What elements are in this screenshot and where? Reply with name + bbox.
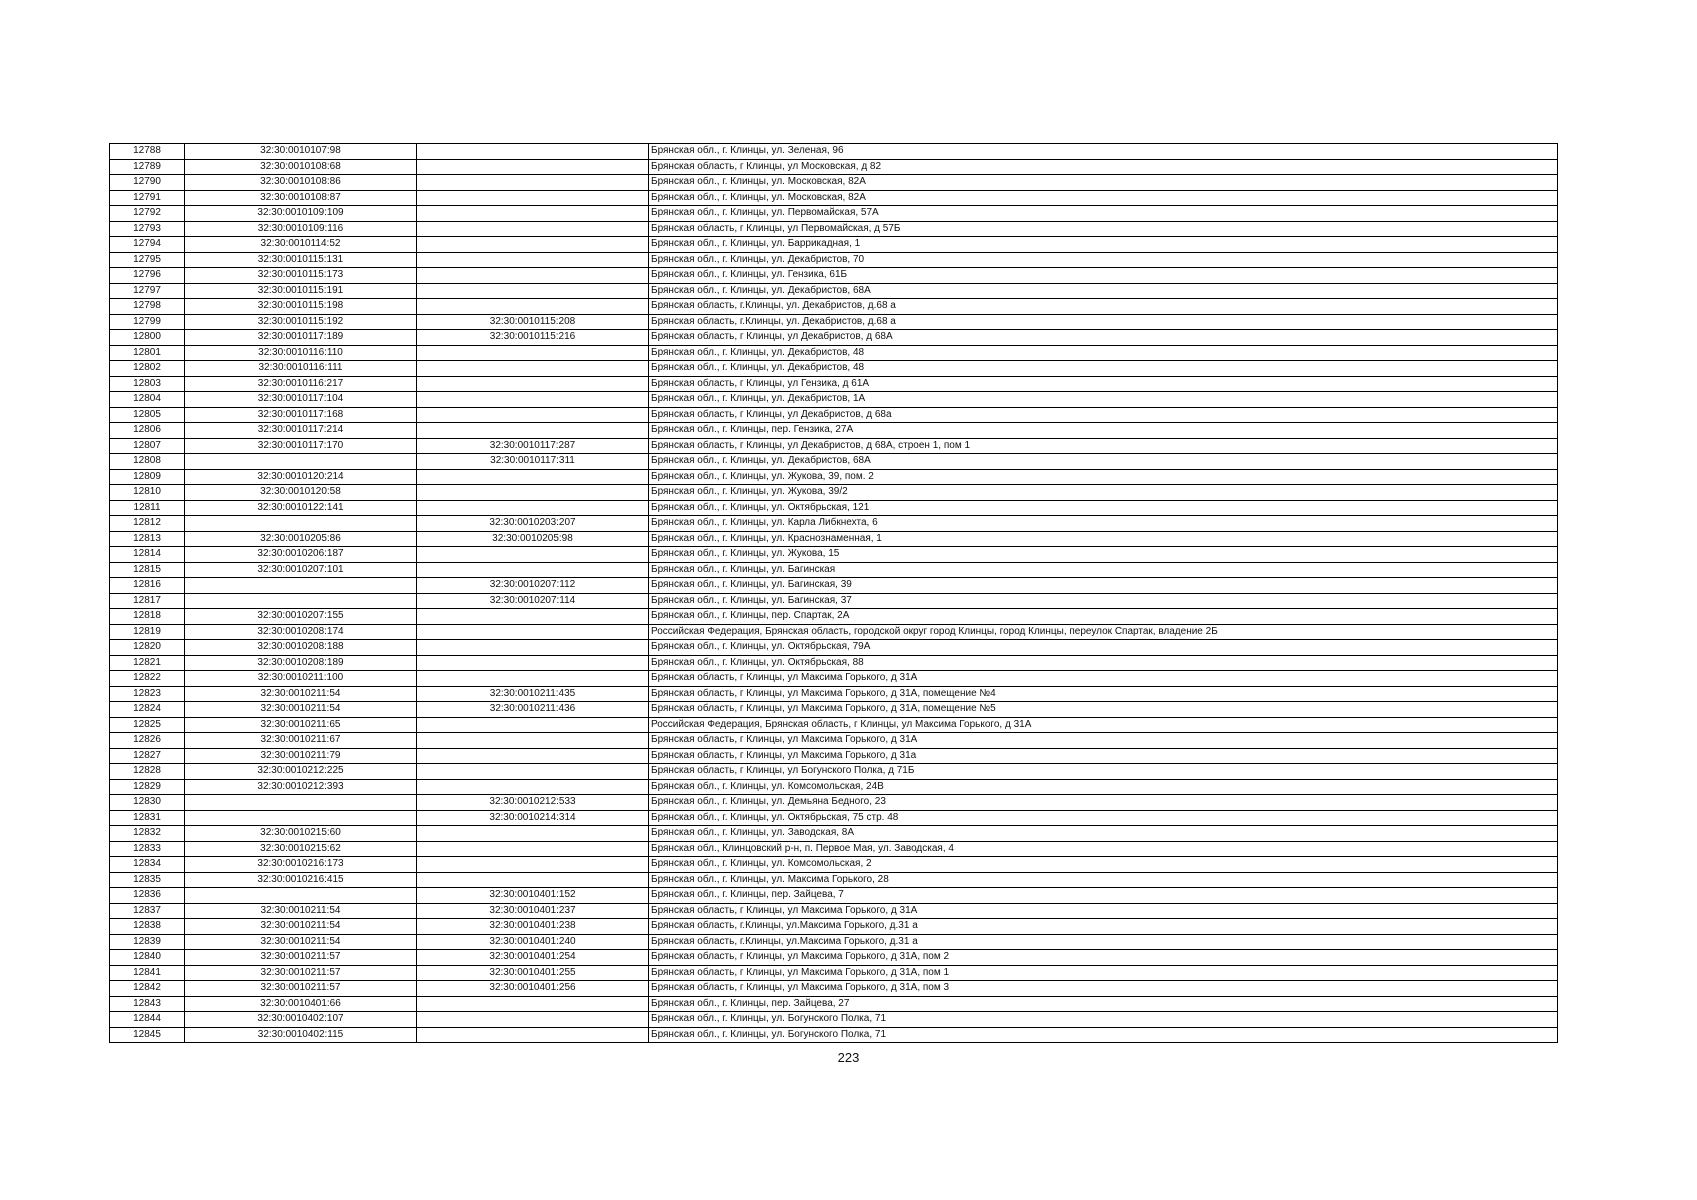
table-row: [110, 1027, 1558, 1043]
related-cadastral-number-cell: [417, 175, 649, 191]
table-row: [110, 454, 1558, 470]
related-cadastral-number-cell: [417, 764, 649, 780]
cadastral-number-cell: 32:30:0010114:52: [185, 237, 417, 253]
row-number-cell: 12834: [110, 857, 185, 873]
address-cell: Брянская обл., г. Клинцы, ул. Декабристов, 1А: [649, 392, 1558, 408]
row-number-cell: 12843: [110, 996, 185, 1012]
table-row: [110, 996, 1558, 1012]
row-number-cell: 12801: [110, 345, 185, 361]
cadastral-number-cell: 32:30:0010205:86: [185, 531, 417, 547]
cadastral-number-cell: 32:30:0010402:115: [185, 1027, 417, 1043]
related-cadastral-number-cell: [417, 717, 649, 733]
cadastral-number-cell: 32:30:0010211:100: [185, 671, 417, 687]
table-row: [110, 950, 1558, 966]
row-number-cell: 12828: [110, 764, 185, 780]
related-cadastral-number-cell: 32:30:0010115:216: [417, 330, 649, 346]
related-cadastral-number-cell: [417, 190, 649, 206]
address-cell: Брянская область, г Клинцы, ул Декабристов, д 68а: [649, 407, 1558, 423]
related-cadastral-number-cell: [417, 144, 649, 160]
address-cell: Брянская обл., г. Клинцы, ул. Жукова, 39, пом. 2: [649, 469, 1558, 485]
address-cell: Брянская область, г Клинцы, ул Максима Горького, д 31А, помещение №5: [649, 702, 1558, 718]
address-cell: Брянская обл., г. Клинцы, ул. Комсомольская, 2: [649, 857, 1558, 873]
address-cell: Брянская область, г.Клинцы, ул.Максима Горького, д.31 а: [649, 919, 1558, 935]
related-cadastral-number-cell: [417, 609, 649, 625]
row-number-cell: 12807: [110, 438, 185, 454]
row-number-cell: 12831: [110, 810, 185, 826]
address-cell: Брянская обл., г. Клинцы, ул. Багинская, 39: [649, 578, 1558, 594]
row-number-cell: 12826: [110, 733, 185, 749]
address-cell: Брянская область, г Клинцы, ул Первомайская, д 57Б: [649, 221, 1558, 237]
related-cadastral-number-cell: [417, 299, 649, 315]
table-row: [110, 144, 1558, 160]
cadastral-number-cell: [185, 888, 417, 904]
address-cell: Брянская область, г Клинцы, ул Декабристов, д 68А, строен 1, пом 1: [649, 438, 1558, 454]
cadastral-number-cell: 32:30:0010207:101: [185, 562, 417, 578]
address-cell: Российская Федерация, Брянская область, городской округ город Клинцы, город Клинцы, переулок Спартак, владение 2Б: [649, 624, 1558, 640]
row-number-cell: 12815: [110, 562, 185, 578]
row-number-cell: 12790: [110, 175, 185, 191]
row-number-cell: 12808: [110, 454, 185, 470]
related-cadastral-number-cell: 32:30:0010212:533: [417, 795, 649, 811]
row-number-cell: 12829: [110, 779, 185, 795]
address-cell: Брянская область, г Клинцы, ул Московская, д 82: [649, 159, 1558, 175]
row-number-cell: 12825: [110, 717, 185, 733]
row-number-cell: 12824: [110, 702, 185, 718]
table-row: [110, 872, 1558, 888]
address-cell: Брянская обл., г. Клинцы, ул. Демьяна Бедного, 23: [649, 795, 1558, 811]
related-cadastral-number-cell: 32:30:0010117:287: [417, 438, 649, 454]
property-registry-table: [109, 143, 1558, 1043]
address-cell: Брянская область, г Клинцы, ул Максима Горького, д 31А: [649, 903, 1558, 919]
address-cell: Брянская область, г Клинцы, ул Богунского Полка, д 71Б: [649, 764, 1558, 780]
address-cell: Брянская обл., г. Клинцы, ул. Зеленая, 96: [649, 144, 1558, 160]
table-row: [110, 407, 1558, 423]
related-cadastral-number-cell: 32:30:0010401:256: [417, 981, 649, 997]
table-row: [110, 500, 1558, 516]
address-cell: Брянская обл., г. Клинцы, ул. Декабристов, 68А: [649, 454, 1558, 470]
cadastral-number-cell: 32:30:0010115:192: [185, 314, 417, 330]
table-row: [110, 624, 1558, 640]
table-row: [110, 748, 1558, 764]
cadastral-number-cell: 32:30:0010402:107: [185, 1012, 417, 1028]
cadastral-number-cell: 32:30:0010206:187: [185, 547, 417, 563]
address-cell: Брянская обл., г. Клинцы, ул. Октябрьская, 75 стр. 48: [649, 810, 1558, 826]
table-row: [110, 268, 1558, 284]
cadastral-number-cell: 32:30:0010108:86: [185, 175, 417, 191]
table-row: [110, 438, 1558, 454]
row-number-cell: 12840: [110, 950, 185, 966]
address-cell: Брянская обл., г. Клинцы, ул. Богунского Полка, 71: [649, 1027, 1558, 1043]
row-number-cell: 12795: [110, 252, 185, 268]
row-number-cell: 12845: [110, 1027, 185, 1043]
row-number-cell: 12798: [110, 299, 185, 315]
row-number-cell: 12810: [110, 485, 185, 501]
related-cadastral-number-cell: 32:30:0010115:208: [417, 314, 649, 330]
address-cell: Брянская обл., г. Клинцы, ул. Декабристов, 70: [649, 252, 1558, 268]
related-cadastral-number-cell: 32:30:0010401:238: [417, 919, 649, 935]
row-number-cell: 12841: [110, 965, 185, 981]
table-row: [110, 159, 1558, 175]
row-number-cell: 12802: [110, 361, 185, 377]
table-row: [110, 764, 1558, 780]
related-cadastral-number-cell: [417, 345, 649, 361]
related-cadastral-number-cell: 32:30:0010401:255: [417, 965, 649, 981]
row-number-cell: 12821: [110, 655, 185, 671]
row-number-cell: 12804: [110, 392, 185, 408]
related-cadastral-number-cell: 32:30:0010401:240: [417, 934, 649, 950]
table-row: [110, 206, 1558, 222]
related-cadastral-number-cell: 32:30:0010207:112: [417, 578, 649, 594]
row-number-cell: 12820: [110, 640, 185, 656]
cadastral-number-cell: 32:30:0010107:98: [185, 144, 417, 160]
related-cadastral-number-cell: [417, 237, 649, 253]
cadastral-number-cell: 32:30:0010211:57: [185, 950, 417, 966]
related-cadastral-number-cell: 32:30:0010214:314: [417, 810, 649, 826]
cadastral-number-cell: 32:30:0010117:168: [185, 407, 417, 423]
cadastral-number-cell: [185, 578, 417, 594]
table-row: [110, 826, 1558, 842]
table-row: [110, 640, 1558, 656]
related-cadastral-number-cell: 32:30:0010203:207: [417, 516, 649, 532]
related-cadastral-number-cell: [417, 159, 649, 175]
address-cell: Брянская обл., г. Клинцы, ул. Максима Горького, 28: [649, 872, 1558, 888]
related-cadastral-number-cell: [417, 469, 649, 485]
table-row: [110, 175, 1558, 191]
table-row: [110, 578, 1558, 594]
table-row: [110, 252, 1558, 268]
address-cell: Российская Федерация, Брянская область, г Клинцы, ул Максима Горького, д 31А: [649, 717, 1558, 733]
row-number-cell: 12827: [110, 748, 185, 764]
row-number-cell: 12791: [110, 190, 185, 206]
related-cadastral-number-cell: [417, 640, 649, 656]
related-cadastral-number-cell: [417, 826, 649, 842]
table-row: [110, 702, 1558, 718]
cadastral-number-cell: 32:30:0010109:109: [185, 206, 417, 222]
row-number-cell: 12800: [110, 330, 185, 346]
cadastral-number-cell: [185, 593, 417, 609]
table-row: [110, 469, 1558, 485]
cadastral-number-cell: 32:30:0010109:116: [185, 221, 417, 237]
cadastral-number-cell: 32:30:0010122:141: [185, 500, 417, 516]
table-row: [110, 361, 1558, 377]
table-row: [110, 795, 1558, 811]
cadastral-number-cell: 32:30:0010401:66: [185, 996, 417, 1012]
row-number-cell: 12836: [110, 888, 185, 904]
related-cadastral-number-cell: [417, 423, 649, 439]
address-cell: Брянская область, г Клинцы, ул Максима Горького, д 31А: [649, 671, 1558, 687]
related-cadastral-number-cell: [417, 392, 649, 408]
address-cell: Брянская обл., г. Клинцы, ул. Октябрьская, 121: [649, 500, 1558, 516]
cadastral-number-cell: 32:30:0010115:173: [185, 268, 417, 284]
related-cadastral-number-cell: [417, 733, 649, 749]
cadastral-number-cell: 32:30:0010211:54: [185, 686, 417, 702]
related-cadastral-number-cell: 32:30:0010401:152: [417, 888, 649, 904]
table-row: [110, 717, 1558, 733]
row-number-cell: 12822: [110, 671, 185, 687]
related-cadastral-number-cell: [417, 1027, 649, 1043]
cadastral-number-cell: 32:30:0010115:131: [185, 252, 417, 268]
cadastral-number-cell: 32:30:0010207:155: [185, 609, 417, 625]
address-cell: Брянская обл., г. Клинцы, ул. Баррикадная, 1: [649, 237, 1558, 253]
address-cell: Брянская обл., г. Клинцы, ул. Богунского Полка, 71: [649, 1012, 1558, 1028]
cadastral-number-cell: 32:30:0010211:54: [185, 702, 417, 718]
address-cell: Брянская обл., г. Клинцы, ул. Заводская, 8А: [649, 826, 1558, 842]
table-row: [110, 299, 1558, 315]
page-number: 223: [837, 1050, 860, 1065]
cadastral-number-cell: 32:30:0010211:79: [185, 748, 417, 764]
table-row: [110, 345, 1558, 361]
table-row: [110, 934, 1558, 950]
cadastral-number-cell: 32:30:0010211:54: [185, 919, 417, 935]
cadastral-number-cell: 32:30:0010211:54: [185, 934, 417, 950]
related-cadastral-number-cell: [417, 671, 649, 687]
cadastral-number-cell: 32:30:0010211:54: [185, 903, 417, 919]
cadastral-number-cell: 32:30:0010116:111: [185, 361, 417, 377]
related-cadastral-number-cell: [417, 841, 649, 857]
address-cell: Брянская обл., г. Клинцы, пер. Гензика, 27А: [649, 423, 1558, 439]
table-row: [110, 903, 1558, 919]
related-cadastral-number-cell: [417, 252, 649, 268]
row-number-cell: 12817: [110, 593, 185, 609]
address-cell: Брянская область, г.Клинцы, ул. Декабристов, д.68 а: [649, 314, 1558, 330]
related-cadastral-number-cell: [417, 206, 649, 222]
row-number-cell: 12823: [110, 686, 185, 702]
address-cell: Брянская обл., г. Клинцы, ул. Московская, 82А: [649, 175, 1558, 191]
cadastral-number-cell: 32:30:0010116:217: [185, 376, 417, 392]
address-cell: Брянская обл., г. Клинцы, ул. Багинская, 37: [649, 593, 1558, 609]
row-number-cell: 12835: [110, 872, 185, 888]
cadastral-number-cell: [185, 810, 417, 826]
table-row: [110, 841, 1558, 857]
row-number-cell: 12839: [110, 934, 185, 950]
table-row: [110, 190, 1558, 206]
table-row: [110, 671, 1558, 687]
cadastral-number-cell: 32:30:0010117:170: [185, 438, 417, 454]
related-cadastral-number-cell: [417, 547, 649, 563]
cadastral-number-cell: 32:30:0010211:67: [185, 733, 417, 749]
related-cadastral-number-cell: 32:30:0010117:311: [417, 454, 649, 470]
related-cadastral-number-cell: 32:30:0010207:114: [417, 593, 649, 609]
cadastral-number-cell: 32:30:0010215:60: [185, 826, 417, 842]
cadastral-number-cell: [185, 454, 417, 470]
cadastral-number-cell: 32:30:0010211:65: [185, 717, 417, 733]
related-cadastral-number-cell: [417, 283, 649, 299]
row-number-cell: 12816: [110, 578, 185, 594]
table-row: [110, 981, 1558, 997]
table-row: [110, 919, 1558, 935]
row-number-cell: 12789: [110, 159, 185, 175]
table-row: [110, 593, 1558, 609]
table-row: [110, 686, 1558, 702]
cadastral-number-cell: [185, 795, 417, 811]
address-cell: Брянская область, г.Клинцы, ул. Декабристов, д.68 а: [649, 299, 1558, 315]
address-cell: Брянская обл., г. Клинцы, ул. Карла Либкнехта, 6: [649, 516, 1558, 532]
row-number-cell: 12805: [110, 407, 185, 423]
address-cell: Брянская обл., г. Клинцы, ул. Октябрьская, 79А: [649, 640, 1558, 656]
address-cell: Брянская обл., г. Клинцы, ул. Краснознаменная, 1: [649, 531, 1558, 547]
table-row: [110, 314, 1558, 330]
row-number-cell: 12806: [110, 423, 185, 439]
address-cell: Брянская обл., г. Клинцы, ул. Комсомольская, 24В: [649, 779, 1558, 795]
related-cadastral-number-cell: [417, 376, 649, 392]
row-number-cell: 12832: [110, 826, 185, 842]
related-cadastral-number-cell: [417, 407, 649, 423]
row-number-cell: 12792: [110, 206, 185, 222]
table-row: [110, 655, 1558, 671]
table-row: [110, 531, 1558, 547]
related-cadastral-number-cell: 32:30:0010401:254: [417, 950, 649, 966]
row-number-cell: 12842: [110, 981, 185, 997]
address-cell: Брянская обл., г. Клинцы, ул. Декабристов, 48: [649, 361, 1558, 377]
cadastral-number-cell: 32:30:0010208:189: [185, 655, 417, 671]
table-row: [110, 888, 1558, 904]
cadastral-number-cell: 32:30:0010108:68: [185, 159, 417, 175]
address-cell: Брянская область, г Клинцы, ул Максима Горького, д 31А, пом 1: [649, 965, 1558, 981]
related-cadastral-number-cell: [417, 779, 649, 795]
related-cadastral-number-cell: [417, 361, 649, 377]
cadastral-number-cell: 32:30:0010208:174: [185, 624, 417, 640]
address-cell: Брянская обл., г. Клинцы, ул. Жукова, 15: [649, 547, 1558, 563]
related-cadastral-number-cell: [417, 500, 649, 516]
row-number-cell: 12833: [110, 841, 185, 857]
table-row: [110, 779, 1558, 795]
address-cell: Брянская область, г Клинцы, ул Максима Горького, д 31А: [649, 733, 1558, 749]
related-cadastral-number-cell: [417, 485, 649, 501]
cadastral-number-cell: 32:30:0010212:225: [185, 764, 417, 780]
related-cadastral-number-cell: [417, 221, 649, 237]
registry-table-body: [110, 144, 1558, 1043]
row-number-cell: 12797: [110, 283, 185, 299]
address-cell: Брянская обл., г. Клинцы, ул. Багинская: [649, 562, 1558, 578]
row-number-cell: 12830: [110, 795, 185, 811]
table-row: [110, 857, 1558, 873]
address-cell: Брянская обл., г. Клинцы, пер. Зайцева, 7: [649, 888, 1558, 904]
cadastral-number-cell: 32:30:0010115:198: [185, 299, 417, 315]
row-number-cell: 12813: [110, 531, 185, 547]
related-cadastral-number-cell: [417, 872, 649, 888]
address-cell: Брянская область, г Клинцы, ул Декабристов, д 68А: [649, 330, 1558, 346]
address-cell: Брянская область, г Клинцы, ул Максима Горького, д 31А, помещение №4: [649, 686, 1558, 702]
address-cell: Брянская область, г Клинцы, ул Максима Горького, д 31А, пом 3: [649, 981, 1558, 997]
row-number-cell: 12793: [110, 221, 185, 237]
row-number-cell: 12837: [110, 903, 185, 919]
table-row: [110, 965, 1558, 981]
cadastral-number-cell: 32:30:0010117:189: [185, 330, 417, 346]
table-row: [110, 237, 1558, 253]
related-cadastral-number-cell: 32:30:0010401:237: [417, 903, 649, 919]
cadastral-number-cell: 32:30:0010208:188: [185, 640, 417, 656]
row-number-cell: 12819: [110, 624, 185, 640]
cadastral-number-cell: 32:30:0010215:62: [185, 841, 417, 857]
address-cell: Брянская обл., г. Клинцы, ул. Жукова, 39/2: [649, 485, 1558, 501]
table-row: [110, 516, 1558, 532]
address-cell: Брянская обл., г. Клинцы, ул. Октябрьская, 88: [649, 655, 1558, 671]
cadastral-number-cell: 32:30:0010120:214: [185, 469, 417, 485]
row-number-cell: 12794: [110, 237, 185, 253]
row-number-cell: 12799: [110, 314, 185, 330]
table-row: [110, 330, 1558, 346]
table-row: [110, 810, 1558, 826]
cadastral-number-cell: 32:30:0010117:214: [185, 423, 417, 439]
related-cadastral-number-cell: 32:30:0010211:435: [417, 686, 649, 702]
table-row: [110, 733, 1558, 749]
address-cell: Брянская область, г Клинцы, ул Гензика, д 61А: [649, 376, 1558, 392]
table-row: [110, 423, 1558, 439]
address-cell: Брянская обл., г. Клинцы, ул. Гензика, 61Б: [649, 268, 1558, 284]
table-row: [110, 376, 1558, 392]
row-number-cell: 12818: [110, 609, 185, 625]
related-cadastral-number-cell: [417, 624, 649, 640]
row-number-cell: 12796: [110, 268, 185, 284]
cadastral-number-cell: 32:30:0010116:110: [185, 345, 417, 361]
related-cadastral-number-cell: [417, 268, 649, 284]
row-number-cell: 12811: [110, 500, 185, 516]
address-cell: Брянская обл., г. Клинцы, ул. Московская, 82А: [649, 190, 1558, 206]
row-number-cell: 12803: [110, 376, 185, 392]
cadastral-number-cell: 32:30:0010212:393: [185, 779, 417, 795]
address-cell: Брянская область, г Клинцы, ул Максима Горького, д 31А, пом 2: [649, 950, 1558, 966]
related-cadastral-number-cell: 32:30:0010205:98: [417, 531, 649, 547]
address-cell: Брянская обл., г. Клинцы, пер. Спартак, 2А: [649, 609, 1558, 625]
table-row: [110, 283, 1558, 299]
table-row: [110, 485, 1558, 501]
cadastral-number-cell: 32:30:0010117:104: [185, 392, 417, 408]
address-cell: Брянская область, г.Клинцы, ул.Максима Горького, д.31 а: [649, 934, 1558, 950]
address-cell: Брянская область, г Клинцы, ул Максима Горького, д 31а: [649, 748, 1558, 764]
address-cell: Брянская обл., г. Клинцы, ул. Первомайская, 57А: [649, 206, 1558, 222]
address-cell: Брянская обл., г. Клинцы, ул. Декабристов, 48: [649, 345, 1558, 361]
related-cadastral-number-cell: [417, 655, 649, 671]
cadastral-number-cell: [185, 516, 417, 532]
row-number-cell: 12844: [110, 1012, 185, 1028]
address-cell: Брянская обл., г. Клинцы, ул. Декабристов, 68А: [649, 283, 1558, 299]
row-number-cell: 12788: [110, 144, 185, 160]
address-cell: Брянская обл., Клинцовский р-н, п. Первое Мая, ул. Заводская, 4: [649, 841, 1558, 857]
row-number-cell: 12809: [110, 469, 185, 485]
cadastral-number-cell: 32:30:0010211:57: [185, 965, 417, 981]
related-cadastral-number-cell: [417, 562, 649, 578]
cadastral-number-cell: 32:30:0010120:58: [185, 485, 417, 501]
row-number-cell: 12812: [110, 516, 185, 532]
row-number-cell: 12838: [110, 919, 185, 935]
table-row: [110, 1012, 1558, 1028]
cadastral-number-cell: 32:30:0010115:191: [185, 283, 417, 299]
row-number-cell: 12814: [110, 547, 185, 563]
address-cell: Брянская обл., г. Клинцы, пер. Зайцева, 27: [649, 996, 1558, 1012]
related-cadastral-number-cell: [417, 857, 649, 873]
table-row: [110, 547, 1558, 563]
cadastral-number-cell: 32:30:0010211:57: [185, 981, 417, 997]
related-cadastral-number-cell: 32:30:0010211:436: [417, 702, 649, 718]
related-cadastral-number-cell: [417, 748, 649, 764]
cadastral-number-cell: 32:30:0010216:415: [185, 872, 417, 888]
table-row: [110, 609, 1558, 625]
table-row: [110, 562, 1558, 578]
cadastral-number-cell: 32:30:0010108:87: [185, 190, 417, 206]
table-row: [110, 221, 1558, 237]
related-cadastral-number-cell: [417, 1012, 649, 1028]
cadastral-number-cell: 32:30:0010216:173: [185, 857, 417, 873]
related-cadastral-number-cell: [417, 996, 649, 1012]
table-row: [110, 392, 1558, 408]
